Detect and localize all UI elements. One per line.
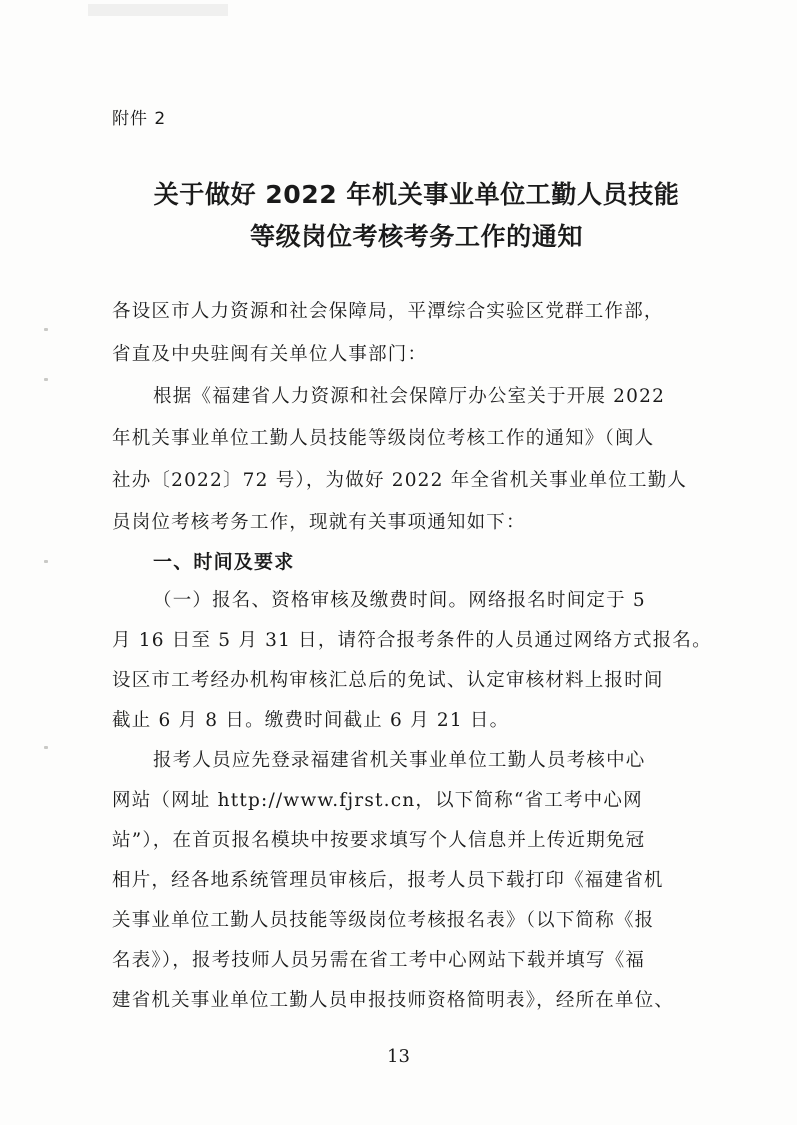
paragraph-line: 关事业单位工勤人员技能等级岗位考核报名表》（以下简称《报	[112, 910, 655, 931]
paragraph-line: 名表》），报考技师人员另需在省工考中心网站下载并填写《福	[112, 950, 646, 971]
addressee-line: 省直及中央驻闽有关单位人事部门：	[112, 344, 428, 365]
section-heading: 一、时间及要求	[153, 551, 295, 573]
paragraph-line: （一）报名、资格审核及缴费时间。网络报名时间定于 5	[153, 590, 646, 611]
paragraph-line: 报考人员应先登录福建省机关事业单位工勤人员考核中心	[153, 750, 646, 771]
scan-speck	[44, 328, 48, 331]
paragraph-line: 截止 6 月 8 日。缴费时间截止 6 月 21 日。	[112, 710, 510, 731]
paragraph-line: 社办〔2022〕72 号），为做好 2022 年全省机关事业单位工勤人	[112, 470, 688, 491]
paragraph-line: 建省机关事业单位工勤人员申报技师资格简明表》，经所在单位、	[112, 990, 675, 1011]
paragraph-line: 网站（网址 http://www.fjrst.cn，以下简称“省工考中心网	[112, 790, 643, 811]
document-title-line-2: 等级岗位考核考务工作的通知	[250, 222, 583, 251]
scan-artifact	[88, 4, 228, 16]
paragraph-line: 员岗位考核考务工作，现就有关事项通知如下：	[112, 512, 526, 533]
scan-speck	[44, 378, 48, 381]
page-number: 13	[387, 1046, 410, 1067]
paragraph-line: 站”），在首页报名模块中按要求填写个人信息并上传近期免冠	[112, 830, 646, 851]
paragraph-line: 相片，经各地系统管理员审核后，报考人员下载打印《福建省机	[112, 870, 664, 891]
paragraph-line: 设区市工考经办机构审核汇总后的免试、认定审核材料上报时间	[112, 670, 664, 691]
addressee-line: 各设区市人力资源和社会保障局，平潭综合实验区党群工作部，	[112, 301, 664, 322]
paragraph-line: 月 16 日至 5 月 31 日，请符合报考条件的人员通过网络方式报名。	[112, 630, 712, 651]
document-title-line-1: 关于做好 2022 年机关事业单位工勤人员技能	[153, 180, 680, 209]
paragraph-line: 根据《福建省人力资源和社会保障厅办公室关于开展 2022	[153, 386, 666, 407]
paragraph-line: 年机关事业单位工勤人员技能等级岗位考核工作的通知》（闽人	[112, 428, 655, 449]
scan-speck	[44, 746, 48, 749]
attachment-label: 附件 2	[112, 109, 167, 129]
scan-speck	[44, 560, 48, 563]
